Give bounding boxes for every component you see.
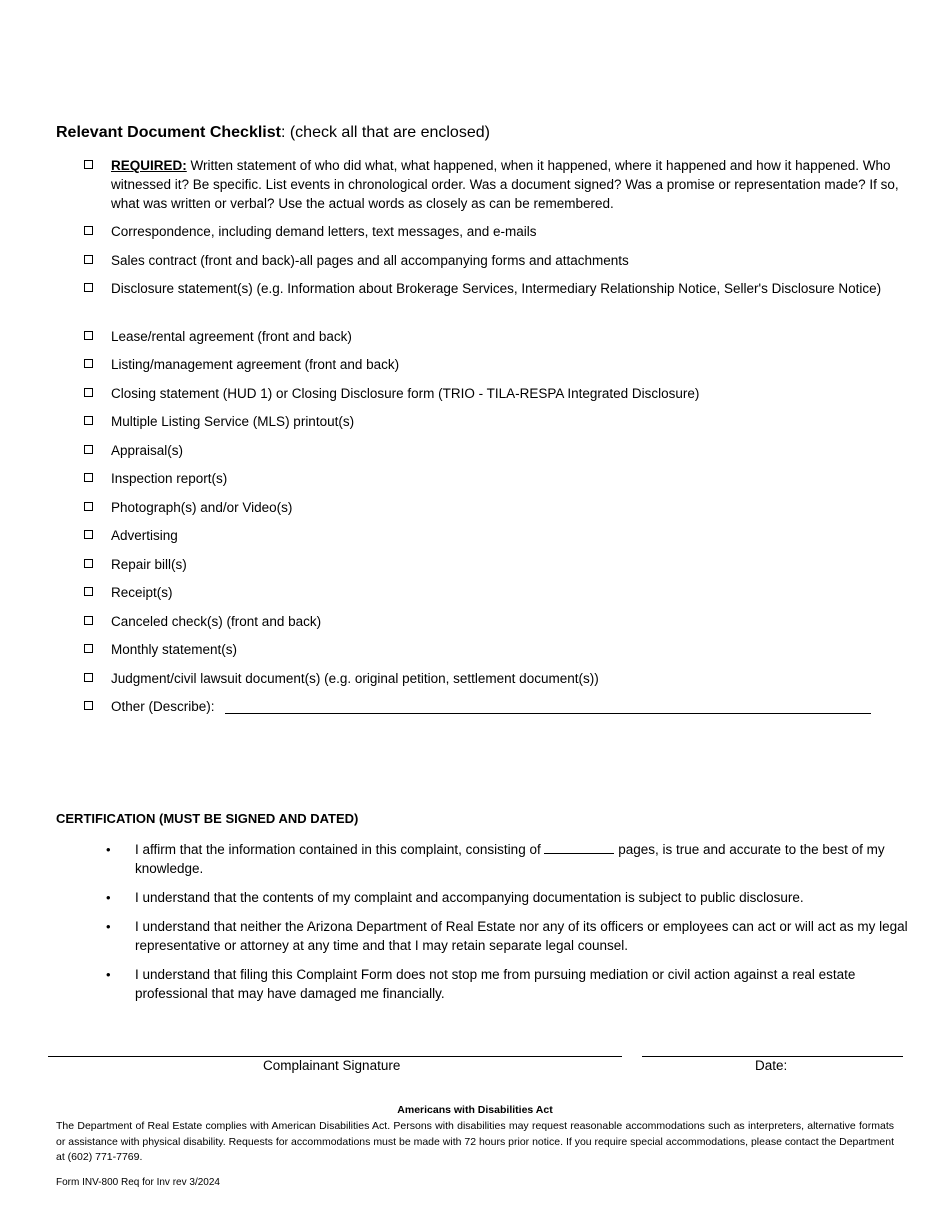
checkbox[interactable] bbox=[84, 587, 93, 596]
checklist-item bbox=[84, 412, 914, 431]
checklist-item-label: Sales contract (front and back)-all pages and all accompanying forms and attachments bbox=[111, 253, 629, 268]
checklist-item bbox=[84, 279, 914, 298]
certification-heading: CERTIFICATION (MUST BE SIGNED AND DATED) bbox=[56, 811, 359, 826]
checklist-item-label: Disclosure statement(s) (e.g. Information about Brokerage Services, Intermediary Relationship Notice, Seller's Disclosure Notice) bbox=[111, 281, 882, 296]
checkbox[interactable] bbox=[84, 283, 93, 292]
certification-item bbox=[106, 965, 912, 1003]
checklist-item-label: Advertising bbox=[111, 528, 178, 543]
checklist-item-label: Repair bill(s) bbox=[111, 557, 187, 572]
checkbox[interactable] bbox=[84, 616, 93, 625]
checklist-item bbox=[84, 612, 914, 631]
checkbox[interactable] bbox=[84, 226, 93, 235]
checklist-item bbox=[84, 327, 914, 346]
checklist-item-label: Listing/management agreement (front and back) bbox=[111, 357, 400, 372]
ada-text: The Department of Real Estate complies with American Disabilities Act. Persons with disabilities may request reasonable accommodations such as interpreters, alternative formats or assistance with physical disability. Requests for accommodations must be made with 72 hours prior notice. If you require special accommodations, please contact the Department at (602) 771-7769. bbox=[56, 1120, 894, 1163]
checklist-item bbox=[84, 222, 914, 241]
checkbox[interactable] bbox=[84, 644, 93, 653]
certification-text: I understand that filing this Complaint Form does not stop me from pursuing mediation or civil action against a real estate professional that may have damaged me financially. bbox=[135, 967, 856, 1001]
checkbox[interactable] bbox=[84, 388, 93, 397]
bullet-icon: • bbox=[106, 967, 111, 982]
checklist-item bbox=[84, 669, 914, 688]
checklist-item-label: Lease/rental agreement (front and back) bbox=[111, 329, 352, 344]
checklist-item bbox=[84, 384, 914, 403]
checkbox[interactable] bbox=[84, 359, 93, 368]
affirm-text-start: I affirm that the information contained in this complaint, consisting of bbox=[135, 842, 545, 857]
checklist-item bbox=[84, 251, 914, 270]
checklist-item-required bbox=[84, 156, 914, 213]
bullet-icon: • bbox=[106, 890, 111, 905]
checklist-heading-bold: Relevant Document Checklist bbox=[56, 124, 281, 141]
checklist-item bbox=[84, 640, 914, 659]
checklist-item-label bbox=[111, 156, 914, 213]
checklist-item-label: Receipt(s) bbox=[111, 585, 173, 600]
checklist-item bbox=[84, 583, 914, 602]
checklist-heading-rest: : (check all that are enclosed) bbox=[280, 124, 490, 141]
certification-text: I understand that neither the Arizona Department of Real Estate nor any of its officers or employees can act or will act as my legal representative or attorney at any time and that I may retain separate legal counsel. bbox=[135, 919, 908, 953]
checklist-item-label: Closing statement (HUD 1) or Closing Disclosure form (TRIO - TILA-RESPA Integrated Disclosure) bbox=[111, 386, 700, 401]
checklist-item-label: Appraisal(s) bbox=[111, 443, 184, 458]
checkbox[interactable] bbox=[84, 530, 93, 539]
certification-item bbox=[106, 888, 912, 907]
checkbox[interactable] bbox=[84, 673, 93, 682]
checkbox[interactable] bbox=[84, 331, 93, 340]
signature-field[interactable] bbox=[48, 1056, 622, 1057]
page-count-field[interactable] bbox=[544, 841, 614, 854]
checklist-item bbox=[84, 555, 914, 574]
checklist-item-label: Other (Describe): bbox=[111, 699, 215, 714]
checklist-item bbox=[84, 498, 914, 517]
checklist-item bbox=[84, 526, 914, 545]
checklist-item-label: Judgment/civil lawsuit document(s) (e.g. original petition, settlement document(s)) bbox=[111, 671, 599, 686]
checklist-item bbox=[84, 469, 914, 488]
certification-text bbox=[135, 840, 912, 878]
checklist-item bbox=[84, 441, 914, 460]
certification-item bbox=[106, 840, 912, 878]
checkbox[interactable] bbox=[84, 160, 93, 169]
bullet-icon: • bbox=[106, 842, 111, 857]
checkbox[interactable] bbox=[84, 416, 93, 425]
affirm-text-end: pages, is true and accurate to the best of my knowledge. bbox=[135, 842, 885, 876]
signature-label: Complainant Signature bbox=[263, 1058, 401, 1073]
date-field[interactable] bbox=[642, 1056, 903, 1057]
checklist-item-label: Monthly statement(s) bbox=[111, 642, 238, 657]
other-describe-field[interactable] bbox=[225, 713, 871, 714]
certification-text: I understand that the contents of my complaint and accompanying documentation is subject to public disclosure. bbox=[135, 890, 804, 905]
required-text: Written statement of who did what, what happened, when it happened, where it happened and how it happened. Who witnessed it? Be specific. List events in chronological order. Was a document signed? Was a promise or representation made? If so, what was written or verbal? Use the actual words as closely as can be remembered. bbox=[111, 158, 899, 211]
checkbox[interactable] bbox=[84, 559, 93, 568]
date-label: Date: bbox=[755, 1058, 788, 1073]
ada-title: Americans with Disabilities Act bbox=[397, 1104, 553, 1116]
checkbox[interactable] bbox=[84, 445, 93, 454]
certification-item bbox=[106, 917, 912, 955]
checkbox[interactable] bbox=[84, 701, 93, 710]
checkbox[interactable] bbox=[84, 502, 93, 511]
required-label: REQUIRED: bbox=[111, 158, 187, 173]
checklist-item-label: Multiple Listing Service (MLS) printout(s) bbox=[111, 414, 355, 429]
checklist-item-label: Canceled check(s) (front and back) bbox=[111, 614, 322, 629]
form-id: Form INV-800 Req for Inv rev 3/2024 bbox=[56, 1177, 220, 1188]
checklist-item-label: Photograph(s) and/or Video(s) bbox=[111, 500, 293, 515]
checklist-item-label: Correspondence, including demand letters, text messages, and e-mails bbox=[111, 224, 537, 239]
bullet-icon: • bbox=[106, 919, 111, 934]
checklist-item-label: Inspection report(s) bbox=[111, 471, 228, 486]
checklist-heading bbox=[56, 124, 490, 142]
checkbox[interactable] bbox=[84, 473, 93, 482]
checkbox[interactable] bbox=[84, 255, 93, 264]
checklist-item bbox=[84, 355, 914, 374]
